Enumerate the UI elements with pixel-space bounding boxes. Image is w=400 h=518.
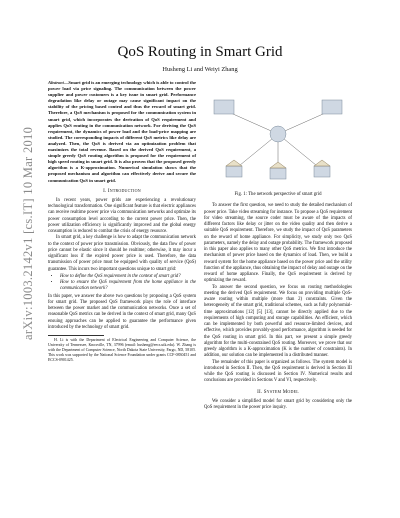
left-column — [48, 80, 196, 363]
right-paragraph-2: To answer the second question, we focus on routing methodologies meeting the derived QoS requirement. We focus on providing multiple QoS-aware routing within multiple (more than 2) constraints. Given the heterogeneity of the smart grid, traditional schemes, such as fully polynomial-time approximations [12] [5] [13], cannot be directly applied due to the requirements of high computing and storage capabilities. An efficient, which can be implemented by both powerful and resource-limited devices, and effective, which provides provably-good performance, algorithm is needed for the QoS routing in smart grid. In this part, we present a simple greedy algorithm for the multi-constrained QoS routing. Moreover, we prove that our greedy algorithm is a K-approximation (K is the number of constraints). In addition, our solution can be implemented in a distributed manner. — [204, 284, 352, 359]
author-footnote: H. Li is with the Department of Electrical Engineering and Computer Science, the University of Tennessee, Knoxville, TN, 37996 (email: husheng@eecs.utk.edu). W. Zhang is with the Department of Computer Science, North Dakota State University, Fargo, ND, 58105. This work was supported by the National Science Foundation under grants CCF-0830451 and ECCS-0901425. — [48, 338, 196, 363]
paper-title: QoS Routing in Smart Grid — [117, 44, 283, 60]
section-heading-introduction: I. Introduction — [103, 188, 141, 194]
right-paragraph-3: The remainder of this paper is organized as follows. The system model is introduced in Section II. Then, the QoS requirement is derived in Section III while the QoS routing is discussed in Section IV. Numerical results and conclusions are provided in Sections V and VI, respectively. — [204, 359, 352, 384]
arxiv-stamp-text: arXiv:1003.2142v1 [cs.IT] 10 Mar 2010 — [21, 126, 35, 340]
abstract — [48, 80, 196, 184]
intro-paragraph-3: In this paper, we answer the above two questions by proposing a QoS system for smart grid. The proposed QoS framework plays the role of interface between the power market and the communication networks. Once a set of reasonable QoS metrics can be derived in the context of smart grid, many QoS ensuing approaches can be applied to guarantee the performance given introduced by the technology of smart grid. — [48, 293, 196, 330]
intro-paragraph-2: In smart grid, a key challenge is how to adapt the communication network to the context of power price transmission. Obviously, the data flow of power price cannot be elastic since it should be realtime; otherwise, it may incur a significant loss if the expired power price is used. Therefore, the data transmission of power price must be equipped with quality of service (QoS) guarantee. This incurs two important questions unique to smart grid: — [48, 235, 196, 272]
section-heading-system-model: II. System Model — [257, 389, 299, 395]
right-paragraph-4: We consider a simplified model for smart grid by considering only the QoS requirement in the power price inquiry. — [204, 398, 352, 410]
right-paragraph-1: To answer the first question, we need to study the detailed mechanism of power price. Take video streaming for instance. To propose a QoS requirement for video streaming, the source coder must be aware of the impacts of different factors like delay or jitter on the video quality and then derive a suitable QoS requirement. Therefore, we study the impact of QoS parameters on the reward of home appliance. For simplicity, we study only two QoS parameters, namely the delay and outage probability. The framework proposed in this paper also applies to many other QoS metrics. We first introduce the mechanism of power price based on the dynamics of load. Then, we build a reward system for the home appliance based on the power price and the utility function of the appliance, thus obtaining the impact of delay and outage on the reward of home appliance. Finally, the QoS requirement is derived by optimizing the reward. — [204, 203, 352, 284]
abstract-lead: Abstract— — [48, 80, 69, 85]
intro-paragraph-1: In recent years, power grids are experiencing a revolutionary technological transformation. One significant feature is that electric appliances can receive realtime power price via communication networks and optimize its power consumption level according to the current power price. Then, the power utilization efficiency is significantly improved and the global energy consumption is reduced to combat the crisis of energy resource. — [48, 197, 196, 235]
abstract-body: Smart grid is an emerging technology which is able to control the power load via price signaling. The communication between the power supplier and power customers is a key issue in smart grid. Performance degradation like delay or outage may cause significant impact on the stability of the pricing based control and thus the reward of smart grid. Therefore, a QoS mechanism is proposed for the communication system in smart grid, which incorporates the derivation of QoS requirement and applies QoS routing in the communication network. For deriving the QoS requirement, the dynamics of power load and the load-price mapping are studied. The corresponding impacts of different QoS metrics like delay are analyzed. Then, the QoS is derived via an optimization problem that maximizes the total revenue. Based on the derived QoS requirement, a simple greedy QoS routing algorithm is proposed for the requirement of high speed routing in smart grid. It is also proven that the proposed greedy algorithm is a K-approximation. Numerical simulation shows that the proposed mechanism and algorithm can effectively derive and secure the communication QoS in smart grid. — [48, 80, 196, 183]
network-diagram — [204, 80, 352, 188]
right-column — [204, 80, 352, 411]
network-figure — [204, 80, 352, 188]
figure-caption: Fig. 1: The network perspective of smart grid — [234, 192, 322, 197]
footnote-rule — [48, 335, 104, 336]
paper-authors: Husheng Li and Weiyi Zhang — [162, 66, 238, 73]
question-list — [54, 274, 196, 293]
question-item-2: • How to ensure the QoS requirement from the home appliance in the communication network? — [60, 280, 196, 293]
question-item-1: • How to define the QoS requirement in the context of smart grid? — [60, 274, 196, 280]
arxiv-stamp — [5, 100, 35, 340]
